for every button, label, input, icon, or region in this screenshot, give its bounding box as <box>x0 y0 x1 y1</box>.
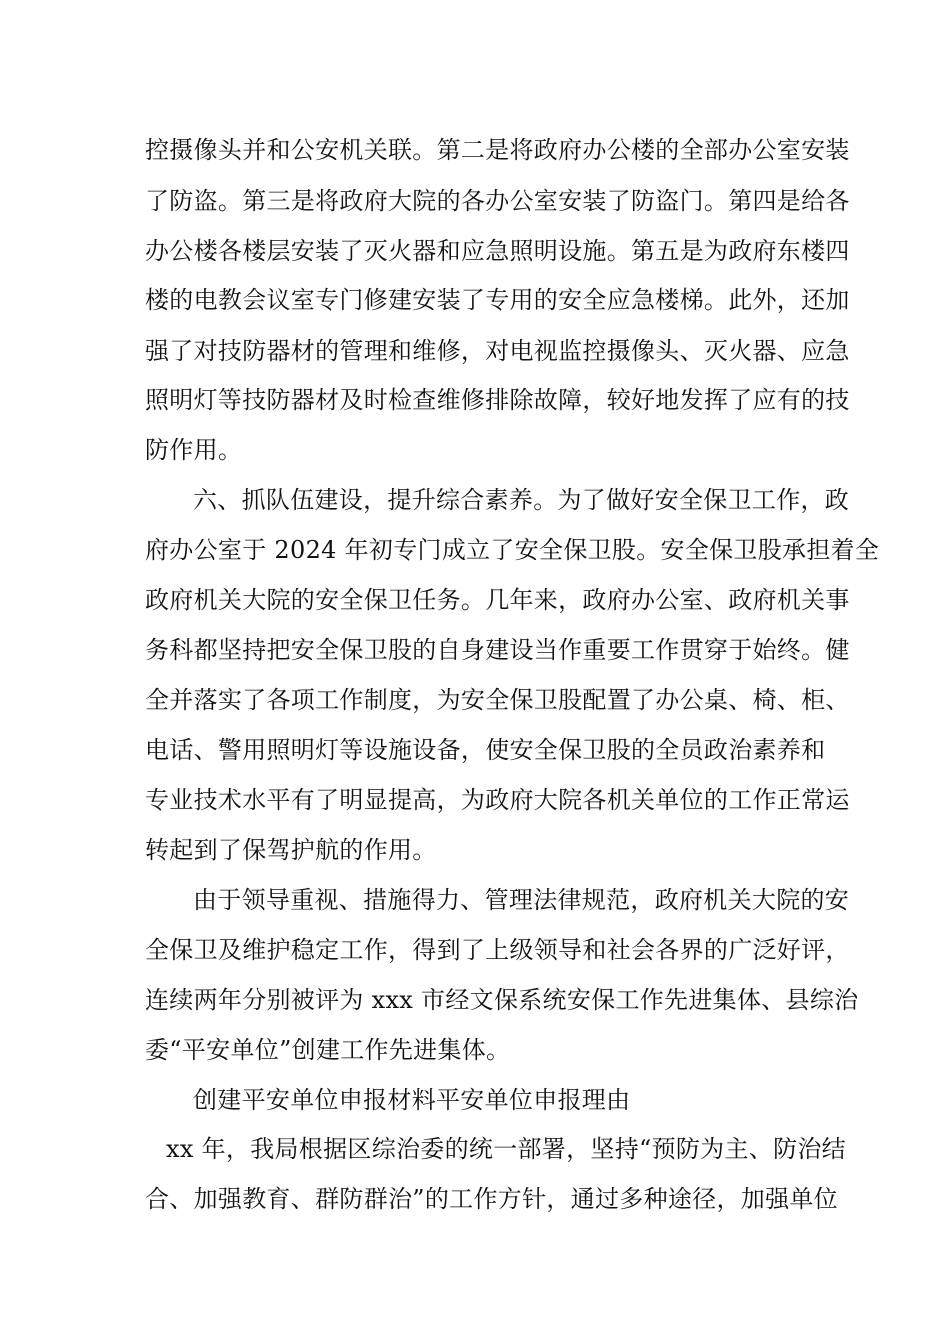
text-line: 防作用。 <box>145 436 243 464</box>
text-line: 强了对技防器材的管理和维修，对电视监控摄像头、灭火器、应急 <box>145 337 850 365</box>
text-line: 政府机关大院的安全保卫任务。几年来，政府办公室、政府机关事 <box>145 586 850 614</box>
text-line: 楼的电教会议室专门修建安装了专用的安全应急楼梯。此外，还加 <box>145 286 850 314</box>
text-line: 控摄像头并和公安机关联。第二是将政府办公楼的全部办公室安装 <box>145 136 850 164</box>
text-line: 连续两年分别被评为 xxx 市经文保系统安保工作先进集体、县综治 <box>145 986 859 1014</box>
text-line: 办公楼各楼层安装了灭火器和应急照明设施。第五是为政府东楼四 <box>145 237 850 265</box>
text-line: 府办公室于 2024 年初专门成立了安全保卫股。安全保卫股承担着全 <box>145 536 880 564</box>
text-line: 了防盗。第三是将政府大院的各办公室安装了防盗门。第四是给各 <box>145 187 850 215</box>
paragraph-start-line: 六、抓队伍建设，提升综合素养。为了做好安全保卫工作，政 <box>193 486 850 514</box>
text-line: 照明灯等技防器材及时检查维修排除故障，较好地发挥了应有的技 <box>145 386 850 414</box>
paragraph-start-line: 由于领导重视、措施得力、管理法律规范，政府机关大院的安 <box>193 886 850 914</box>
text-line: 务科都坚持把安全保卫股的自身建设当作重要工作贯穿于始终。健 <box>145 636 850 664</box>
text-line: 转起到了保驾护航的作用。 <box>145 836 437 864</box>
text-line: 专业技术水平有了明显提高，为政府大院各机关单位的工作正常运 <box>145 786 850 814</box>
section-heading-line: 创建平安单位申报材料平安单位申报理由 <box>193 1086 631 1114</box>
paragraph-start-line: xx 年，我局根据区综治委的统一部署，坚持“预防为主、防治结 <box>166 1135 846 1163</box>
text-line: 全保卫及维护稳定工作，得到了上级领导和社会各界的广泛好评， <box>145 936 850 964</box>
text-line: 委“平安单位”创建工作先进集体。 <box>145 1036 511 1064</box>
text-line: 合、加强教育、群防群治”的工作方针，通过多种途径，加强单位 <box>145 1185 838 1213</box>
text-line: 电话、警用照明灯等设施设备，使安全保卫股的全员政治素养和 <box>145 736 826 764</box>
text-line: 全并落实了各项工作制度，为安全保卫股配置了办公桌、椅、柜、 <box>145 686 850 714</box>
